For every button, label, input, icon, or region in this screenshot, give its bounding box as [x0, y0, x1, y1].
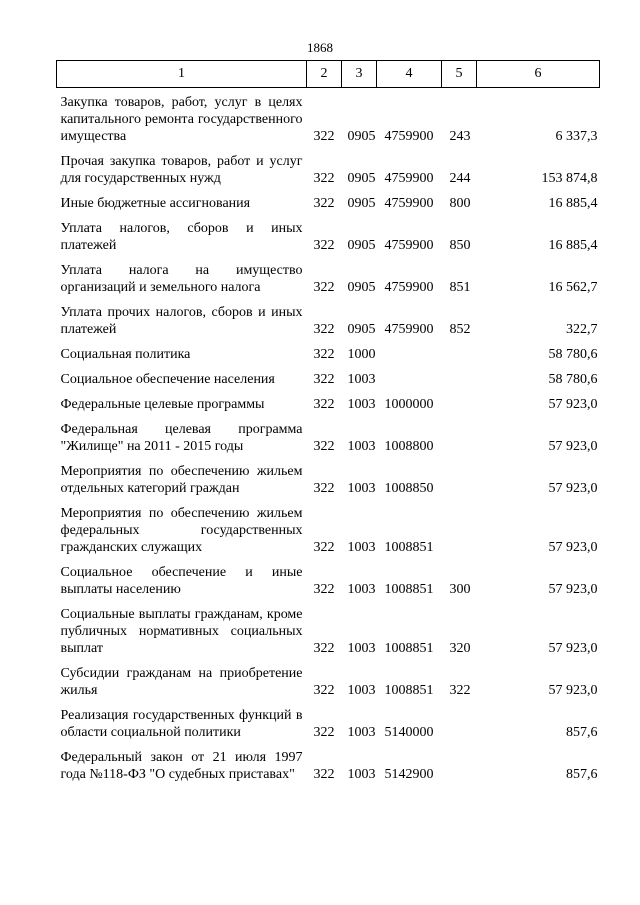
row-expense-type: 850 — [449, 238, 471, 253]
row-admin-code: 322 — [313, 725, 335, 740]
row-admin-code: 322 — [313, 540, 335, 555]
row-section-code: 1003 — [347, 372, 376, 387]
row-name: Мероприятия по обеспечению жильем федеральных государственных гражданских служащих — [60, 506, 303, 555]
row-admin-code: 322 — [313, 171, 335, 186]
row-section-code: 1003 — [347, 481, 376, 496]
row-target-code — [377, 365, 442, 390]
row-admin-code: 322 — [313, 641, 335, 656]
row-section-code: 0905 — [347, 196, 376, 211]
row-amount: 16 885,4 — [548, 238, 598, 253]
row-amount: 153 874,8 — [541, 171, 598, 186]
row-amount: 857,6 — [566, 767, 598, 782]
page-number: 1868 — [307, 40, 333, 55]
row-name: Социальное обеспечение населения — [60, 372, 275, 387]
row-admin-code: 322 — [313, 322, 335, 337]
table-row — [57, 457, 600, 499]
column-header-6: 6 — [477, 61, 600, 88]
row-section-code: 1003 — [347, 397, 376, 412]
row-amount: 58 780,6 — [548, 372, 598, 387]
row-target-code: 1008800 — [384, 439, 434, 454]
table-body — [57, 88, 600, 786]
row-expense-type: 852 — [449, 322, 471, 337]
row-amount: 57 923,0 — [548, 481, 598, 496]
row-amount: 57 923,0 — [548, 641, 598, 656]
column-header-3: 3 — [342, 61, 377, 88]
column-header-1: 1 — [57, 61, 307, 88]
row-expense-type: 243 — [449, 129, 471, 144]
row-expense-type — [442, 499, 477, 558]
row-name: Уплата налогов, сборов и иных платежей — [60, 221, 303, 253]
row-expense-type — [442, 415, 477, 457]
table-row — [57, 659, 600, 701]
row-section-code: 0905 — [347, 129, 376, 144]
row-name: Федеральный закон от 21 июля 1997 года №118-ФЗ "О судебных приставах" — [60, 750, 303, 782]
table-row — [57, 298, 600, 340]
row-name: Субсидии гражданам на приобретение жилья — [60, 666, 303, 698]
row-amount: 6 337,3 — [555, 129, 598, 144]
row-expense-type: 300 — [449, 582, 471, 597]
row-target-code: 1008851 — [384, 683, 434, 698]
row-target-code: 4759900 — [384, 238, 434, 253]
row-name: Федеральная целевая программа "Жилище" на 2011 - 2015 годы — [60, 422, 303, 454]
column-header-5: 5 — [442, 61, 477, 88]
row-target-code: 1008851 — [384, 641, 434, 656]
row-name: Иные бюджетные ассигнования — [60, 196, 251, 211]
row-section-code: 1003 — [347, 641, 376, 656]
row-target-code: 4759900 — [384, 322, 434, 337]
row-name: Федеральные целевые программы — [60, 397, 265, 412]
row-admin-code: 322 — [313, 129, 335, 144]
row-target-code: 4759900 — [384, 171, 434, 186]
row-name: Прочая закупка товаров, работ и услуг для государственных нужд — [60, 154, 303, 186]
row-target-code: 4759900 — [384, 129, 434, 144]
row-target-code: 5142900 — [384, 767, 434, 782]
row-name: Закупка товаров, работ, услуг в целях капитального ремонта государственного имущества — [60, 95, 303, 144]
row-section-code: 1000 — [347, 347, 376, 362]
table-row — [57, 701, 600, 743]
row-name: Социальные выплаты гражданам, кроме публичных нормативных социальных выплат — [60, 607, 303, 656]
row-amount: 57 923,0 — [548, 397, 598, 412]
table-row — [57, 499, 600, 558]
row-amount: 16 885,4 — [548, 196, 598, 211]
table-row — [57, 340, 600, 365]
table-row — [57, 558, 600, 600]
table-header-row — [57, 61, 600, 88]
table-row — [57, 600, 600, 659]
row-target-code: 5140000 — [384, 725, 434, 740]
table-row — [57, 88, 600, 148]
row-name: Реализация государственных функций в области социальной политики — [60, 708, 303, 740]
row-section-code: 0905 — [347, 322, 376, 337]
row-amount: 58 780,6 — [548, 347, 598, 362]
row-name: Мероприятия по обеспечению жильем отдельных категорий граждан — [60, 464, 303, 496]
row-amount: 57 923,0 — [548, 439, 598, 454]
row-expense-type — [442, 390, 477, 415]
row-expense-type: 320 — [449, 641, 471, 656]
row-admin-code: 322 — [313, 280, 335, 295]
row-section-code: 1003 — [347, 683, 376, 698]
row-expense-type — [442, 365, 477, 390]
row-admin-code: 322 — [313, 439, 335, 454]
table-row — [57, 214, 600, 256]
row-admin-code: 322 — [313, 683, 335, 698]
row-amount: 57 923,0 — [548, 683, 598, 698]
table-row — [57, 743, 600, 785]
row-section-code: 1003 — [347, 767, 376, 782]
row-expense-type: 800 — [449, 196, 471, 211]
row-amount: 857,6 — [566, 725, 598, 740]
row-target-code: 4759900 — [384, 196, 434, 211]
row-expense-type — [442, 457, 477, 499]
row-section-code: 1003 — [347, 725, 376, 740]
row-target-code: 1008851 — [384, 582, 434, 597]
row-expense-type — [442, 701, 477, 743]
table-row — [57, 415, 600, 457]
row-amount: 57 923,0 — [548, 540, 598, 555]
row-admin-code: 322 — [313, 397, 335, 412]
column-header-4: 4 — [377, 61, 442, 88]
row-section-code: 0905 — [347, 171, 376, 186]
row-name: Социальная политика — [60, 347, 191, 362]
row-section-code: 0905 — [347, 280, 376, 295]
row-section-code: 0905 — [347, 238, 376, 253]
row-admin-code: 322 — [313, 767, 335, 782]
row-target-code: 1008851 — [384, 540, 434, 555]
table-row — [57, 390, 600, 415]
row-expense-type: 851 — [449, 280, 471, 295]
row-name: Уплата прочих налогов, сборов и иных платежей — [60, 305, 303, 337]
row-section-code: 1003 — [347, 582, 376, 597]
table-row — [57, 365, 600, 390]
row-name: Социальное обеспечение и иные выплаты населению — [60, 565, 303, 597]
row-target-code: 1008850 — [384, 481, 434, 496]
row-section-code: 1003 — [347, 439, 376, 454]
row-admin-code: 322 — [313, 347, 335, 362]
row-amount: 16 562,7 — [548, 280, 598, 295]
row-admin-code: 322 — [313, 238, 335, 253]
column-header-2: 2 — [307, 61, 342, 88]
row-amount: 57 923,0 — [548, 582, 598, 597]
row-target-code: 1000000 — [384, 397, 434, 412]
row-admin-code: 322 — [313, 582, 335, 597]
budget-table — [56, 60, 600, 785]
row-section-code: 1003 — [347, 540, 376, 555]
row-admin-code: 322 — [313, 372, 335, 387]
row-expense-type — [442, 743, 477, 785]
row-target-code — [377, 340, 442, 365]
row-name: Уплата налога на имущество организаций и земельного налога — [60, 263, 303, 295]
row-expense-type — [442, 340, 477, 365]
row-admin-code: 322 — [313, 481, 335, 496]
row-amount: 322,7 — [566, 322, 598, 337]
table-row — [57, 256, 600, 298]
table-row — [57, 147, 600, 189]
row-target-code: 4759900 — [384, 280, 434, 295]
row-admin-code: 322 — [313, 196, 335, 211]
row-expense-type: 244 — [449, 171, 471, 186]
table-row — [57, 189, 600, 214]
row-expense-type: 322 — [449, 683, 471, 698]
